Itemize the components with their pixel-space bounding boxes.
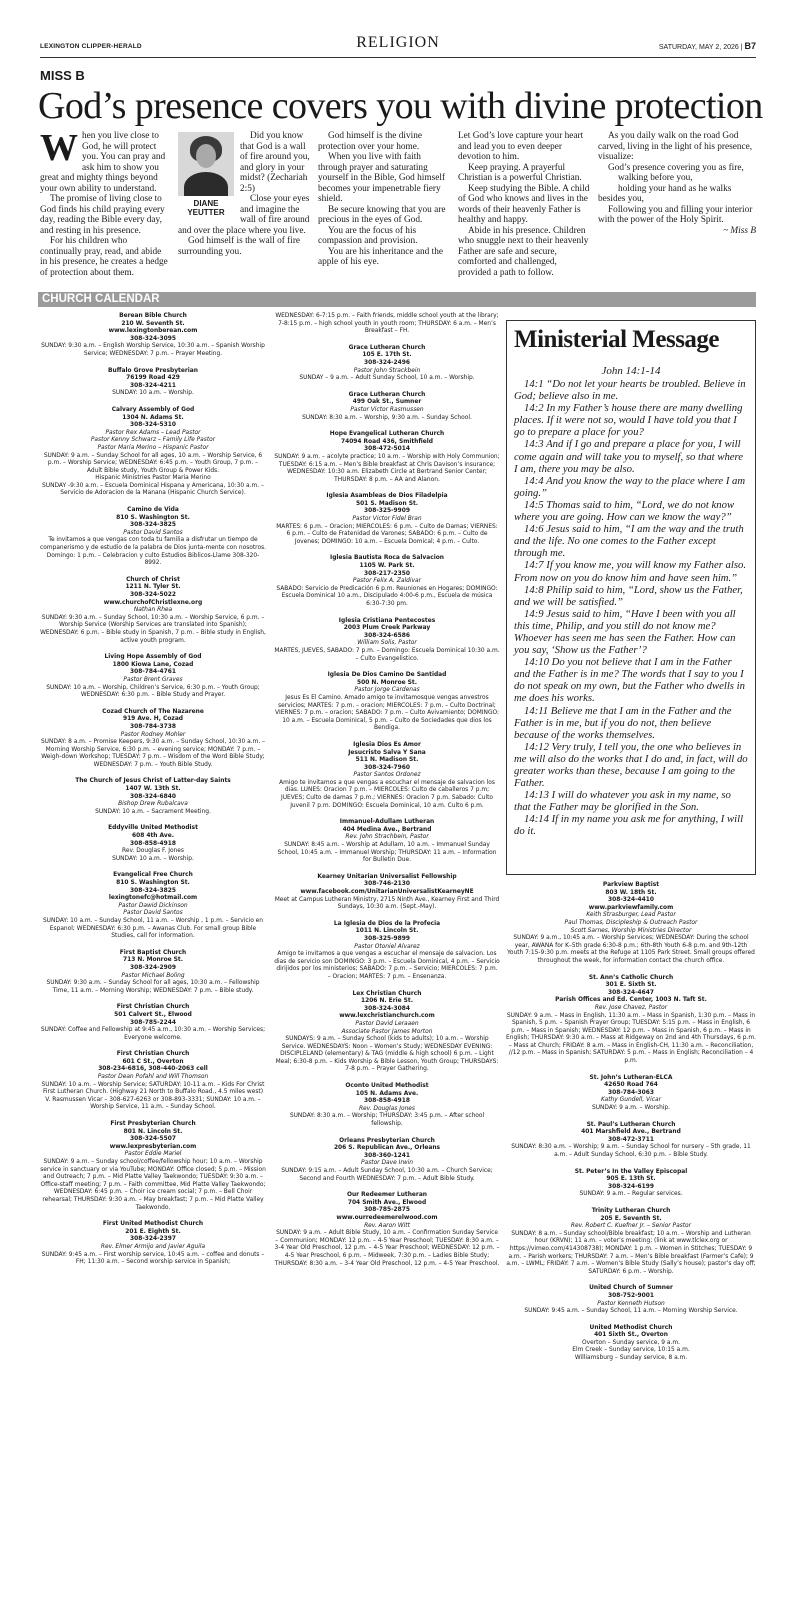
- church-listing: [506, 1208, 756, 1276]
- church-name: St. Paul’s Lutheran Church 401 Marshfield Ave., Bertrand 308-472-3711: [581, 1121, 681, 1143]
- article-paragraph: hen you live close to God, he will protect you. You can pray and ask him to show you great and mighty things beyond your own ability to understand.: [40, 131, 166, 194]
- scripture-verse: 14:6 Jesus said to him, “I am the way and the truth and the life. No one comes to the Father except through me.: [514, 523, 744, 560]
- church-listing: [40, 825, 266, 863]
- church-listing: [274, 921, 500, 982]
- church-listing: [40, 1121, 266, 1212]
- article-paragraph: God himself is the wall of fire surrounding you.: [178, 236, 301, 257]
- church-pastor: Pastor Victor Fidel Bran: [352, 516, 422, 523]
- article-paragraph: Following you and filling your interior with the power of the Holy Spirit.: [598, 204, 753, 225]
- church-name: First Baptist Church 713 N. Monroe St. 308-324-2909: [119, 949, 187, 971]
- scripture-verse: 14:9 Jesus said to him, “Have I been with you all this time, Philip, and you still do not know me? Whoever has seen me has seen the Father. How can you say, ‘Show us the Father’?: [514, 607, 736, 657]
- church-name: Church of Christ 1211 N. Tyler St. 308-324-5022 www.churchofChristlexne.org: [103, 576, 203, 606]
- church-listing: [274, 991, 500, 1075]
- issue-date-text: SATURDAY, MAY 2, 2026 |: [658, 44, 743, 51]
- church-schedule: SUNDAY: 10 a.m. – Worship Service; SATURDAY: 10-11 a.m. – Kids For Christ First Lutheran Church. (Highway 21 North to Buffalo Road., 4.5 miles west) V. Rasmussen Vicar – 308-627-6263 or 308-893-3331; SUNDAY: 10 a.m. – Worship Service, 11 a.m. – Sunday School.: [41, 1081, 265, 1111]
- church-name: Iglesia Dios Es Amor Jesucristo Salva Y Sana 511 N. Madison St. 308-324-7960: [348, 741, 426, 771]
- church-name: First Presbyterian Church 801 N. Lincoln St. 308-324-5507 www.lexpresbyterian.com: [109, 1121, 197, 1150]
- article-paragraph: God’s presence covering you as fire,: [608, 162, 744, 173]
- church-pastor: Pastor Santos Ordonez: [353, 772, 421, 779]
- article-paragraph: God himself is the divine protection over your home.: [318, 131, 422, 152]
- church-schedule: SUNDAY: 9 a.m., 10:45 a.m. – Worship Services; WEDNESDAY: During the school year, AWANA for K–5th grade 6:30-8 p.m.; 6th-8th Youth 6-8 p.m. and 9th-12th Youth 7:15-9:30 p.m. meets at the Refuge at 1105 Park Street. Small groups offered throughout the week, for information contact the church office.: [507, 935, 755, 964]
- church-name: First Christian Church 601 C St., Overton 308-234-6816, 308-440-2063 cell: [98, 1051, 208, 1073]
- church-schedule: SUNDAY: 9:45 a.m. – First worship service, 10:45 a.m. – coffee and donuts – FH; 11:30 a.m. – Second worship service in Spanish;: [41, 1251, 265, 1266]
- church-pastor: Keith Strasburger, Lead Pastor Paul Thomas, Discipleship & Outreach Pastor Scott Sarnes, Worship Ministries Director: [564, 912, 698, 934]
- church-pastor: Pastor Kenneth Hutson: [597, 1300, 665, 1307]
- article-paragraph: Keep studying the Bible. A child of God who knows and lives in the words of their heavenly Father is healthy and happy.: [458, 183, 590, 225]
- church-listing: [274, 345, 500, 383]
- church-schedule: SUNDAY – 9 a.m. – Adult Sunday School, 10 a.m. – Worship.: [299, 375, 475, 382]
- church-listing: [506, 882, 756, 966]
- article-col-3: [318, 131, 450, 268]
- article-col-5: [598, 131, 756, 236]
- church-name: United Methodist Church 401 Sixth St., Overton: [589, 1324, 673, 1339]
- church-name: St. John’s Lutheran-ELCA 42650 Road 764 308-784-3063: [589, 1074, 673, 1096]
- church-listing: [274, 555, 500, 608]
- church-pastor: Pastor Dean Pofahl and Will Thomson: [97, 1074, 209, 1081]
- scripture-reference: John 14:1-14: [601, 365, 661, 377]
- scripture-verse: 14:7 If you know me, you will know my Father also. From now on you do know him and have seen him.”: [514, 559, 747, 584]
- church-schedule: WEDNESDAY: 6-7:15 p.m. – Faith friends, middle school youth at the library; 7-8:15 p.m. – high school youth in youth room; THURSDAY: 6 a.m. – Men’s Breakfast – FH.: [275, 313, 499, 335]
- church-schedule: Te invitamos a que vengas con toda tu familia a disfrutar un tiempo de companerismo y de estudio de la palabra de Dios junta-mente con nosotros. Domingo: 1 p.m. – Celebracion y culto Estudios Biblicos-Llame 308-320-8992.: [40, 537, 267, 567]
- church-listing: [274, 1192, 500, 1268]
- church-schedule: SUNDAY: 9 a.m. – acolyte practice; 10 a.m. – Worship with Holy Communion; TUESDAY: 6:15 a.m. – Men’s Bible breakfast at Chris Davison’s insurance; WEDNESDAY: 10:30 a.m. Elizabeth Circle at Bertrand Senior Center; THURSDAY: 8 p.m. – AA and Alanon.: [274, 453, 500, 483]
- article-paragraph: You are the focus of his compassion and provision.: [318, 225, 418, 246]
- church-name: Eddyville United Methodist 608 4th Ave. 308-858-4918: [108, 825, 198, 847]
- church-pastor: Pastor Otoniel Alvarez: [354, 943, 420, 950]
- article-paragraph: Did you know that God is a wall of fire around you, and glory in your midst? (Zechariah 2:5): [240, 131, 310, 194]
- church-schedule: SUNDAY: 8:30 a.m. – Worship; THURSDAY: 3:45 p.m. – After school fellowship.: [289, 1113, 485, 1128]
- column-signature: ~ Miss B: [723, 225, 756, 236]
- church-name: Calvary Assembly of God 1304 N. Adams St. 308-324-5310: [111, 406, 195, 429]
- church-name: Kearney Unitarian Universalist Fellowship 308-746-2130 www.facebook.com/UnitarianUniversalistKearneyNE: [300, 873, 474, 895]
- scripture-verse: 14:8 Philip said to him, “Lord, show us the Father, and we will be satisfied.”: [514, 583, 743, 608]
- church-pastor: Nathan Rhea: [133, 607, 173, 614]
- church-schedule: SUNDAY: 9 a.m. – Mass in English, 11:30 a.m. – Mass in Spanish, 1:30 p.m. – Mass in Spanish, 5 p.m. – Spanish Prayer Group; TUESDAY: 5:15 p.m. – Mass in English, 6 p.m. – Mass in Spanish; WEDNESDAY: 12 p.m. – Mass in Spanish, 6 p.m. – Mass in English; THURSDAY: 9:30 a.m. – Mass at Ridgeway on 2nd and 4th Thursdays, 6 p.m. – Mass at Church; FRIDAY: 8 a.m. – Mass in English-CH, 11:30 a.m. – Reconciliation, //12 p.m. – Mass in Spanish; SATURDAY: 5 p.m. – Mass in English; Reconciliation – 4 p.m.: [506, 1012, 756, 1065]
- column-kicker: MISS B: [40, 68, 85, 83]
- church-listing: [274, 618, 500, 664]
- church-schedule: SUNDAY: 8 a.m. – Sunday school/Bible breakfast; 10 a.m. – Worship and Lutheran hour (KRVN); 11 a.m. – voter’s meeting; (link at www.tlclex.org or https://vimeo.com/414308738); MONDAY: 1 p.m. – Women in Stitches; TUESDAY: 9 a.m. – Parish workers; THURSDAY: 7 a.m. – Men’s Bible breakfast (Farmer’s Cafe); 9 a.m. – LWML; FRIDAY: 7 a.m. – Women’s Bible Study (Sally’s house); pastor’s day off; SATURDAY: 6 p.m. – Worship.: [506, 1230, 756, 1275]
- church-name: St. Ann’s Catholic Church 301 E. Sixth St. 308-324-4647 Parish Offices and Ed. Center, 1003 N. Taft St.: [555, 974, 707, 1004]
- calendar-title: CHURCH CALENDAR: [42, 293, 160, 305]
- article-paragraph: Keep praying. A prayerful Christian is a powerful Christian.: [458, 162, 582, 183]
- church-pastor: Pastor John Strackbein: [353, 367, 421, 374]
- church-pastor: Pastor Dawid Dickinson Pastor David Santos: [118, 902, 188, 917]
- church-pastor: Pastor Brent Graves: [123, 676, 183, 683]
- church-name: Parkview Baptist 803 W. 18th St. 308-324-4410 www.parkviewfamily.com: [588, 882, 674, 911]
- church-schedule: SUNDAY: 8 a.m. – Promise Keepers, 9:30 a.m. – Sunday School, 10:30 a.m. – Morning Worship Service, 6:30 p.m. – evening service; MONDAY: 7 p.m. – Weigh-down Workshop; TUESDAY: 7 p.m. – Wisdom of the Word Bible Study; WEDNESDAY: 7 p.m. – Youth Bible Study.: [40, 739, 266, 768]
- ministerial-title: Ministerial Message: [514, 326, 720, 353]
- church-pastor: William Solis, Pastor: [357, 640, 417, 647]
- church-listing: [40, 778, 266, 816]
- church-pastor: Rev. Elmer Armijo and Javier Aguila: [100, 1243, 206, 1250]
- church-listing: [506, 1122, 756, 1160]
- church-schedule: Rev. Douglas F. Jones SUNDAY: 10 a.m. – Worship.: [112, 848, 194, 862]
- church-schedule: SUNDAY: 9 a.m. – Sunday School for all ages, 10 a.m. – Worship Service, 6 p.m. – Worship Service; WEDNESDAY: 6:45 p.m. – Youth Group, 7 p.m. – Adult Bible study, Youth Group & Power Kids. Hispanic Ministries Pastor Maria Merino SUNDAY -9:30 a.m. – Escuela Dominical Hispana y Americana, 10:30 a.m. – Servicio de Adoracion de la Manana (Hispanic Church Service).: [42, 452, 264, 497]
- church-schedule: Overton – Sunday service, 9 a.m. Elm Creek – Sunday service, 10:15 a.m. Williamsburg – Sunday service, 8 a.m.: [572, 1339, 690, 1362]
- church-schedule: Jesus Es El Camino. Amado amigo te invitamosque vengas anvestros servicios; MARTES: 7 p.m. – oracion; MIERCOLES: 7 p.m. – Culto Doctrinal; VIERNES: 7 p.m. – oracion; SABADO: 7 p.m. – Culto Avivamiento; DOMINGO: 10 a.m. – Escuela Dominical, 5 p.m. – Culto de Sociedades que dios los Bendiga.: [274, 694, 500, 732]
- church-pastor: Bishop Drew Rubalcava: [118, 801, 188, 808]
- church-pastor: Pastor Michael Boling: [121, 972, 185, 979]
- church-schedule: SUNDAY: 9:45 a.m. – Sunday School, 11 a.m. – Morning Worship Service.: [524, 1308, 738, 1315]
- article-paragraph: You are his inheritance and the apple of his eye.: [318, 246, 443, 267]
- church-listing: [274, 1138, 500, 1184]
- article-paragraph: Close your eyes and imagine the wall of fire around and over the place where you live.: [178, 194, 310, 236]
- church-pastor: Pastor Dave Irwin: [361, 1160, 413, 1167]
- church-name: Orleans Presbyterian Church 206 S. Republican Ave., Orleans 308-360-1241: [333, 1137, 441, 1159]
- church-listing: [506, 975, 756, 1066]
- church-name: La Iglesia de Dios de la Profecia 1011 N. Lincoln St. 308-325-9899: [333, 920, 441, 942]
- headline: God’s presence covers you with divine protection: [38, 85, 763, 127]
- church-pastor: Pastor Rex Adams – Lead Pastor Pastor Kenny Schwarz – Family Life Pastor Pastor Maria Merino – Hispanic Pastor: [90, 429, 216, 451]
- church-listing: [506, 1325, 756, 1363]
- article-paragraph: As you daily walk on the road God carved, living in the light of his presence, visualize:: [598, 131, 753, 162]
- church-schedule: SUNDAY: 9 a.m. – Worship.: [591, 1105, 671, 1112]
- church-schedule: SABADO: Servicio de Predicación 6 p.m. Reuniones en Hogares; DOMINGO: Escuela Dominical 10 a.m., Discipulado 4:00-6 p.m., Escuela de música 6:30-7:30 pm.: [276, 585, 498, 607]
- church-schedule: SUNDAY: 10 a.m. – Worship, Children’s Service, 6:30 p.m. – Youth Group; WEDNESDAY: 6:30 p.m. – Bible Study and Prayer.: [46, 684, 260, 699]
- church-name: Oconto United Methodist 105 N. Adams Ave. 308-858-4918: [345, 1083, 429, 1105]
- calendar-col-2: [274, 313, 500, 1277]
- church-listing: [274, 392, 500, 422]
- calendar-col-3: [506, 882, 756, 1372]
- article-paragraph: The promise of living close to God finds his child praying every day, reading the Bible every day, and resting in his presence.: [40, 194, 165, 236]
- church-schedule: SUNDAY: 8:30 a.m. – Worship; 9 a.m. – Sunday School for nursery – 5th grade, 11 a.m. – Adult Sunday School, 6:30 p.m. – Bible Study.: [511, 1144, 751, 1158]
- church-pastor: Rev. Aaron Witt: [364, 1222, 410, 1229]
- church-listing: [40, 709, 266, 770]
- church-schedule: Meet at Campus Lutheran Ministry, 2715 Ninth Ave., Kearney First and Third Sundays, 10:30 a.m. (Sept.-May).: [274, 896, 500, 911]
- church-listing: [506, 1169, 756, 1199]
- church-listing: [274, 493, 500, 546]
- church-listing: [40, 1004, 266, 1042]
- church-listing: [40, 654, 266, 700]
- publication-name: LEXINGTON CLIPPER-HERALD: [40, 43, 142, 50]
- church-listing: [40, 1221, 266, 1267]
- church-listing: [40, 507, 266, 568]
- church-name: Trinity Lutheran Church 205 E. Seventh St.: [591, 1207, 671, 1222]
- scripture-verse: 14:12 Very truly, I tell you, the one who believes in me will also do the works that I do and, in fact, will do greater works than these, because I am going to the Father.: [514, 740, 748, 790]
- scripture-verse: 14:2 In my Father’s house there are many dwelling places. If it were not so, would I have told you that I go to prepare a place for you?: [514, 402, 743, 439]
- church-schedule: SUNDAY: 8:30 a.m. – Worship, 9:30 a.m. – Sunday School.: [302, 414, 472, 421]
- issue-date: [659, 41, 756, 51]
- church-listing: [274, 819, 500, 865]
- page-header: [40, 34, 756, 58]
- scripture-verse: 14:11 Believe me that I am in the Father and the Father is in me, but if you do not, then believe because of the works themselves.: [514, 704, 732, 741]
- church-listing: [274, 874, 500, 912]
- scripture-text: [514, 378, 748, 838]
- church-listing: [40, 313, 266, 359]
- church-name: United Church of Sumner 308-752-9001: [589, 1285, 673, 1299]
- church-pastor: Pastor Victor Rasmussen: [350, 406, 424, 413]
- church-pastor: Pastor Rodney Mohler: [120, 731, 186, 738]
- church-schedule: SUNDAY: 10 a.m. – Worship.: [112, 390, 194, 397]
- church-schedule: Amigo te invitamos a que vengas a escuchar el mensaje de salvacion los dias. LUNES: Oracion 7 p.m. – MIERCOLES: Culto de caballeros 7 p.m; JUEVES; Culto de damas 7 p.m.; VIERNES: Oracion 7 p.m. Sabado: Culto Juvenil 7 p.m. DOMINGO: Escuela Dominical, 10 a.m. Culto 6 p.m.: [279, 779, 495, 809]
- church-schedule: SUNDAY: 8:45 a.m. – Worship at Adullam, 10 a.m. – Immanuel Sunday School, 10:45 a.m. – Immanuel Worship; THURSDAY: 11 a.m. – Information for Bulletin Due.: [277, 842, 497, 864]
- article-col-2: [178, 131, 310, 257]
- church-schedule: MARTES: 6 p.m. – Oracion; MIERCOLES: 6 p.m. – Culto de Damas; VIERNES: 6 p.m. – Culto de Fratenidad de Varones; SABADO: 6 p.m. – Culto de Jovenes; DOMINGO: 10 a.m. – Escuela Domical; 4 p.m. – Culto.: [276, 523, 498, 545]
- church-listing: [274, 742, 500, 810]
- church-pastor: Kathy Gundell, Vicar: [600, 1097, 661, 1104]
- church-schedule: SUNDAY: 9 a.m. – Sunday school/coffee/fellowship hour; 10 a.m. – Worship service in sanctuary or via YouTube; MONDAY: Office closed; 5 p.m. – Mission and Outreach; 7 p.m. – Mid Platte Valley Taekwondo; TUESDAY: 9:30 a.m. – Office-staff meeting; 7 p.m. – Faith committee, Mid Platte Valley Taekwondo; WEDNESDAY: 6:45 p.m. – Choir ice cream social; 7 p.m. – Bell Choir rehearsal; THURSDAY: 9:30 a.m. – May breakfast; 7 p.m. – Mid Platte Valley Taekwondo.: [40, 1159, 266, 1211]
- scripture-verse: 14:5 Thomas said to him, “Lord, we do not know where you are going. How can we know the way?”: [514, 498, 735, 524]
- church-schedule: SUNDAY: 9:15 a.m. – Adult Sunday School, 10:30 a.m. – Church Service; Second and Fourth WEDNESDAY: 7 p.m. – Adult Bible Study.: [281, 1168, 493, 1182]
- church-pastor: Rev. Robert C. Kuefner Jr. – Senior Pastor: [570, 1223, 692, 1230]
- scripture-verse: 14:14 If in my name you ask me for anything, I will do it.: [514, 813, 744, 838]
- church-name: Our Redeemer Lutheran 704 Smith Ave., Elwood 308-785-2875 www.ourredeemerelwood.com: [336, 1192, 438, 1221]
- section-title: RELIGION: [356, 34, 440, 51]
- article-col-1: [40, 127, 170, 278]
- church-name: Iglesia Bautista Roca de Salvacion 1105 W. Park St. 308-217-2350: [330, 555, 444, 577]
- church-name: Buffalo Grove Presbyterian 76199 Road 429 308-324-4211: [108, 367, 198, 389]
- church-pastor: Rev. Douglas Jones: [358, 1105, 416, 1112]
- calendar-col-1: [40, 313, 266, 1276]
- church-name: Iglesia Asambleas de Dios Filadelpia 501 S. Madison St. 308-325-9909: [326, 493, 448, 515]
- church-schedule: Amigo te invitamos a que vengas a escuchar el mensaje de salvacion. Los dias de servicio son DOMINGO: 3 p.m. – Escuela Dominical, 4 p.m. – Servicio dirijidos por los ministerios; SABADO: 7 p.m. – Servicio; MIERCOLES: 7 p.m. – Oracion; MARTES: 7 p.m. – Ensenanza.: [274, 951, 500, 980]
- church-schedule: MARTES, JUEVES, SABADO: 7 p.m. – Domingo: Escuela Dominical 10:30 a.m. – Culto Evangelistico.: [274, 647, 500, 662]
- scripture-verse: 14:13 I will do whatever you ask in my name, so that the Father may be glorified in the Son.: [514, 789, 731, 814]
- scripture-verse: 14:10 Do you not believe that I am in the Father and the Father is in me? The words that I say to you I do not speak on my own, but the Father who dwells in me does his works.: [514, 656, 745, 705]
- church-pastor: Rev. Jose Chavez, Pastor: [594, 1004, 668, 1011]
- church-name: Grace Lutheran Church 499 Oak St., Sumner: [348, 391, 426, 406]
- church-name: Berean Bible Church 210 W. Seventh St. www.lexingtonberean.com 308-324-3095: [108, 313, 198, 342]
- article-paragraph: holding your hand as he walks besides you,: [598, 183, 732, 204]
- church-name: First United Methodist Church 201 E. Eighth St. 308-324-2397: [102, 1221, 204, 1243]
- church-listing: [274, 1083, 500, 1129]
- church-schedule: SUNDAY: 9:30 a.m. – English Worship Service, 10:30 a.m. – Spanish Worship Service; WEDNESDAY: 7 p.m. – Prayer Meeting.: [41, 343, 265, 357]
- church-schedule: SUNDAY: 10 a.m. – Sunday School, 11 a.m. – Worship , 1 p.m. – Servicio en Espanol; WEDNESDAY: 6:30 p.m. – Awanas Club. For small group Bible Studies, call for information.: [42, 917, 264, 940]
- church-pastor: Pastor Felix A. Zaldivar: [352, 578, 422, 585]
- church-schedule: SUNDAY: 9 a.m. – Regular services.: [579, 1191, 683, 1198]
- article-paragraph: Abide in his presence. Children who snuggle next to their heavenly Father are safe and secure, comforted and challenged, provided a path to follow.: [458, 225, 589, 278]
- church-listing: [40, 872, 266, 940]
- church-listing: [274, 672, 500, 733]
- church-name: Hope Evangelical Lutheran Church 74094 Road 436, Smithfield 308-472-5014: [329, 431, 445, 453]
- church-pastor: Rev. John Strachbein, Pastor: [345, 834, 429, 841]
- ministerial-message-box: [506, 320, 756, 875]
- church-name: Lex Christian Church 1206 N. Erie St. 308-324-3084 www.lexchristianchurch.com: [339, 990, 435, 1020]
- church-schedule: SUNDAYS: 9 a.m. – Sunday School (kids to adults); 10 a.m. – Worship Service. WEDNESDAYS: Noon – Women’s Study; WEDNESDAY EVENING: DISCIPLELAND (elementary) & TAG (middle & high school) 6 p.m. – Light Meal; 6:30-8 p.m. – Kids Worship & Bible Lesson, Youth Group; THURSDAYS: 7-8 p.m. – Prayer Gathering.: [275, 1036, 499, 1073]
- church-schedule: SUNDAY: 10 a.m. – Sacrament Meeting.: [95, 808, 211, 815]
- article-paragraph: When you live with faith through prayer and saturating yourself in the Bible, God himself becomes your impenetrable fiery shield.: [318, 152, 446, 204]
- church-pastor: Pastor Jorge Cardenas: [354, 687, 420, 694]
- church-name: St. Peter’s In the Valley Episcopal 905 E. 13th St. 308-324-6199: [574, 1168, 688, 1190]
- scripture-verse: 14:3 And if I go and prepare a place for you, I will come again and will take you to myself, so that where I am, there you may be also.: [514, 438, 744, 475]
- church-name: Living Hope Assembly of God 1800 Kiowa Lane, Cozad 308-784-4761: [104, 654, 202, 676]
- page-number: B7: [744, 41, 756, 51]
- church-schedule: SUNDAY: 9:30 a.m. – Sunday School for all ages, 10:30 a.m. – Fellowship Time, 11 a.m. – Morning Worship; WEDNESDAY: 7 p.m. – Bible study.: [46, 980, 260, 994]
- article-col-4: [458, 131, 590, 278]
- church-name: Cozad Church of The Nazarene 919 Ave. H, Cozad 308-784-3738: [102, 708, 204, 730]
- church-listing: [506, 1285, 756, 1315]
- church-listing: [506, 1075, 756, 1113]
- scripture-verse: 14:1 “Do not let your hearts be troubled. Believe in God; believe also in me.: [514, 378, 746, 403]
- church-name: Grace Lutheran Church 105 E. 17th St. 308-324-2496: [348, 344, 426, 366]
- drop-cap: W: [40, 127, 78, 169]
- church-pastor: Pastor David Leraaen Associate Pastor James Morton: [341, 1020, 433, 1035]
- author-photo: [178, 132, 234, 196]
- author-photo-block: [178, 132, 234, 217]
- church-listing: [40, 368, 266, 398]
- church-listing: [40, 407, 266, 498]
- church-schedule: SUNDAY: 9 a.m. – Adult Bible Study, 10 a.m. – Confirmation Sunday Service – Communion; MONDAY: 12 p.m. – 4-5 Year Preschool; TUESDAY: 8:30 a.m. – 3-4 Year Old Preschool, 12 p.m. – 4-5 Year Preschool; WEDNESDAY: 12 p.m. – 4-5 Year Preschool, 6 p.m. – Midweek, 7:30 p.m. – Ladies Bible Study; THURSDAY: 8:30 a.m. – 3-4 Year Old Preschool, 12 p.m. – 4-5 Year Preschool.: [274, 1230, 500, 1267]
- scripture-verse: 14:4 And you know the way to the place where I am going.”: [514, 474, 746, 499]
- church-listing: [40, 577, 266, 645]
- church-name: Iglesia De Dios Camino De Santidad 500 N. Monroe St.: [327, 672, 447, 686]
- church-name: Iglesia Cristiana Pentecostes 2003 Plum Creek Parkway 308-324-6586: [338, 617, 436, 639]
- church-name: Immanuel-Adullam Lutheran 404 Medina Ave., Bertrand: [339, 819, 435, 833]
- calendar-banner: [38, 292, 756, 307]
- author-name: DIANE YEUTTER: [187, 199, 225, 217]
- church-listing: [274, 431, 500, 484]
- church-listing: [274, 313, 500, 336]
- church-pastor: Pastor David Santos: [123, 529, 183, 536]
- church-name: First Christian Church 501 Calvert St., Elwood 308-785-2244: [114, 1004, 192, 1026]
- article-paragraph: Let God’s love capture your heart and lead you to even deeper devotion to him.: [458, 131, 584, 162]
- church-listing: [40, 1051, 266, 1112]
- church-name: Evangelical Free Church 810 S. Washington St. 308-324-3825 lexingtonefc@hotmail.com: [108, 872, 198, 902]
- article-paragraph: For his children who continually pray, read, and abide in his presence, he creates a hedge of protection about them.: [40, 236, 168, 278]
- church-name: The Church of Jesus Christ of Latter-day Saints 1407 W. 13th St. 308-324-6840: [75, 778, 231, 800]
- church-listing: [40, 950, 266, 996]
- article-paragraph: Be secure knowing that you are precious in the eyes of God.: [318, 204, 446, 225]
- church-schedule: SUNDAY: 9:30 a.m. – Sunday School, 10:30 a.m. – Worship Service, 6 p.m. – Worship Service (Worship Services are translated into Spanish); WEDNESDAY: 6 p.m. – Bible study in Spanish, 7 p.m. – Bible study in English, active youth program.: [40, 614, 266, 644]
- article-paragraph: walking before you,: [618, 173, 693, 183]
- church-name: Camino de Vida 810 S. Washington St. 308-324-3825: [116, 507, 190, 529]
- church-pastor: Pastor Eddie Mariel: [124, 1151, 182, 1158]
- church-schedule: SUNDAY: Coffee and Fellowship at 9:45 a.m., 10:30 a.m. – Worship Services; Everyone welcome.: [40, 1027, 266, 1041]
